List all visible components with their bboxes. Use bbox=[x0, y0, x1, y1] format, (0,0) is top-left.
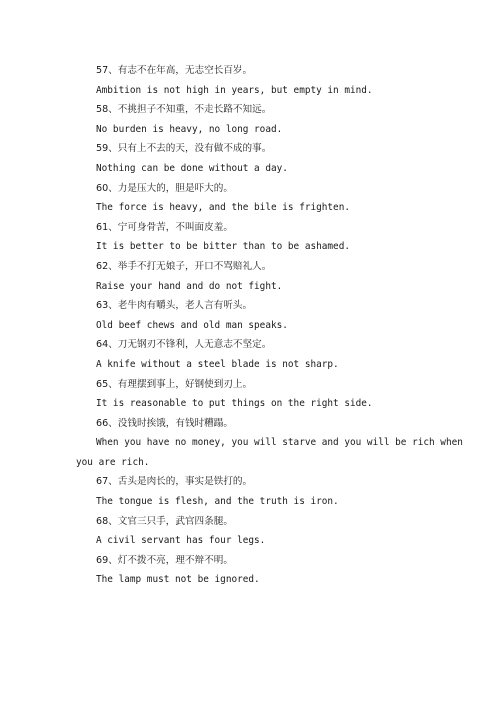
proverb-line: 57、有志不在年高，无志空长百岁。 bbox=[96, 65, 253, 76]
translation-line: The tongue is flesh, and the truth is iron. bbox=[96, 496, 339, 508]
translation-line: A civil servant has four legs. bbox=[96, 535, 266, 547]
proverb-line: 58、不挑担子不知重，不走长路不知远。 bbox=[96, 104, 272, 116]
translation-line: Nothing can be done without a day. bbox=[96, 162, 288, 174]
proverb-line: 68、文官三只手，武官四条腿。 bbox=[96, 515, 233, 527]
translation-line: The force is heavy, and the bile is frighten. bbox=[96, 202, 350, 214]
translation-line-continuation: you are rich. bbox=[76, 456, 150, 468]
proverb-line: 67、舌头是肉长的，事实是铁打的。 bbox=[96, 476, 253, 488]
proverb-line: 66、没钱时挨饿，有钱时糟蹋。 bbox=[96, 417, 233, 429]
translation-line: Raise your hand and do not fight. bbox=[96, 280, 283, 292]
proverb-line: 62、举手不打无娘子，开口不骂赔礼人。 bbox=[96, 260, 272, 272]
translation-line: Old beef chews and old man speaks. bbox=[96, 319, 288, 331]
proverb-line: 59、只有上不去的天，没有做不成的事。 bbox=[96, 143, 272, 155]
proverb-line: 65、有理摆到事上，好钢使到刃上。 bbox=[96, 378, 253, 390]
proverb-line: 69、灯不拨不亮，理不辩不明。 bbox=[96, 554, 233, 566]
translation-line: It is reasonable to put things on the right side. bbox=[96, 398, 373, 410]
proverb-line: 63、老牛肉有嚼头，老人言有听头。 bbox=[96, 300, 253, 312]
translation-line: No burden is heavy, no long road. bbox=[96, 123, 283, 135]
translation-line: The lamp must not be ignored. bbox=[96, 574, 260, 586]
proverb-line: 60、力是压大的，胆是吓大的。 bbox=[96, 182, 233, 194]
translation-line: A knife without a steel blade is not sharp. bbox=[96, 358, 339, 370]
proverb-list bbox=[76, 61, 463, 590]
translation-line: It is better to be bitter than to be ashamed. bbox=[96, 241, 350, 253]
translation-line: Ambition is not high in years, but empty in mind. bbox=[96, 84, 373, 96]
translation-line: When you have no money, you will starve and you will be rich when bbox=[96, 437, 463, 449]
proverb-line: 61、宁可身骨苦，不叫面皮羞。 bbox=[96, 221, 233, 233]
proverb-line: 64、刀无钢刃不锋利，人无意志不坚定。 bbox=[96, 339, 272, 351]
